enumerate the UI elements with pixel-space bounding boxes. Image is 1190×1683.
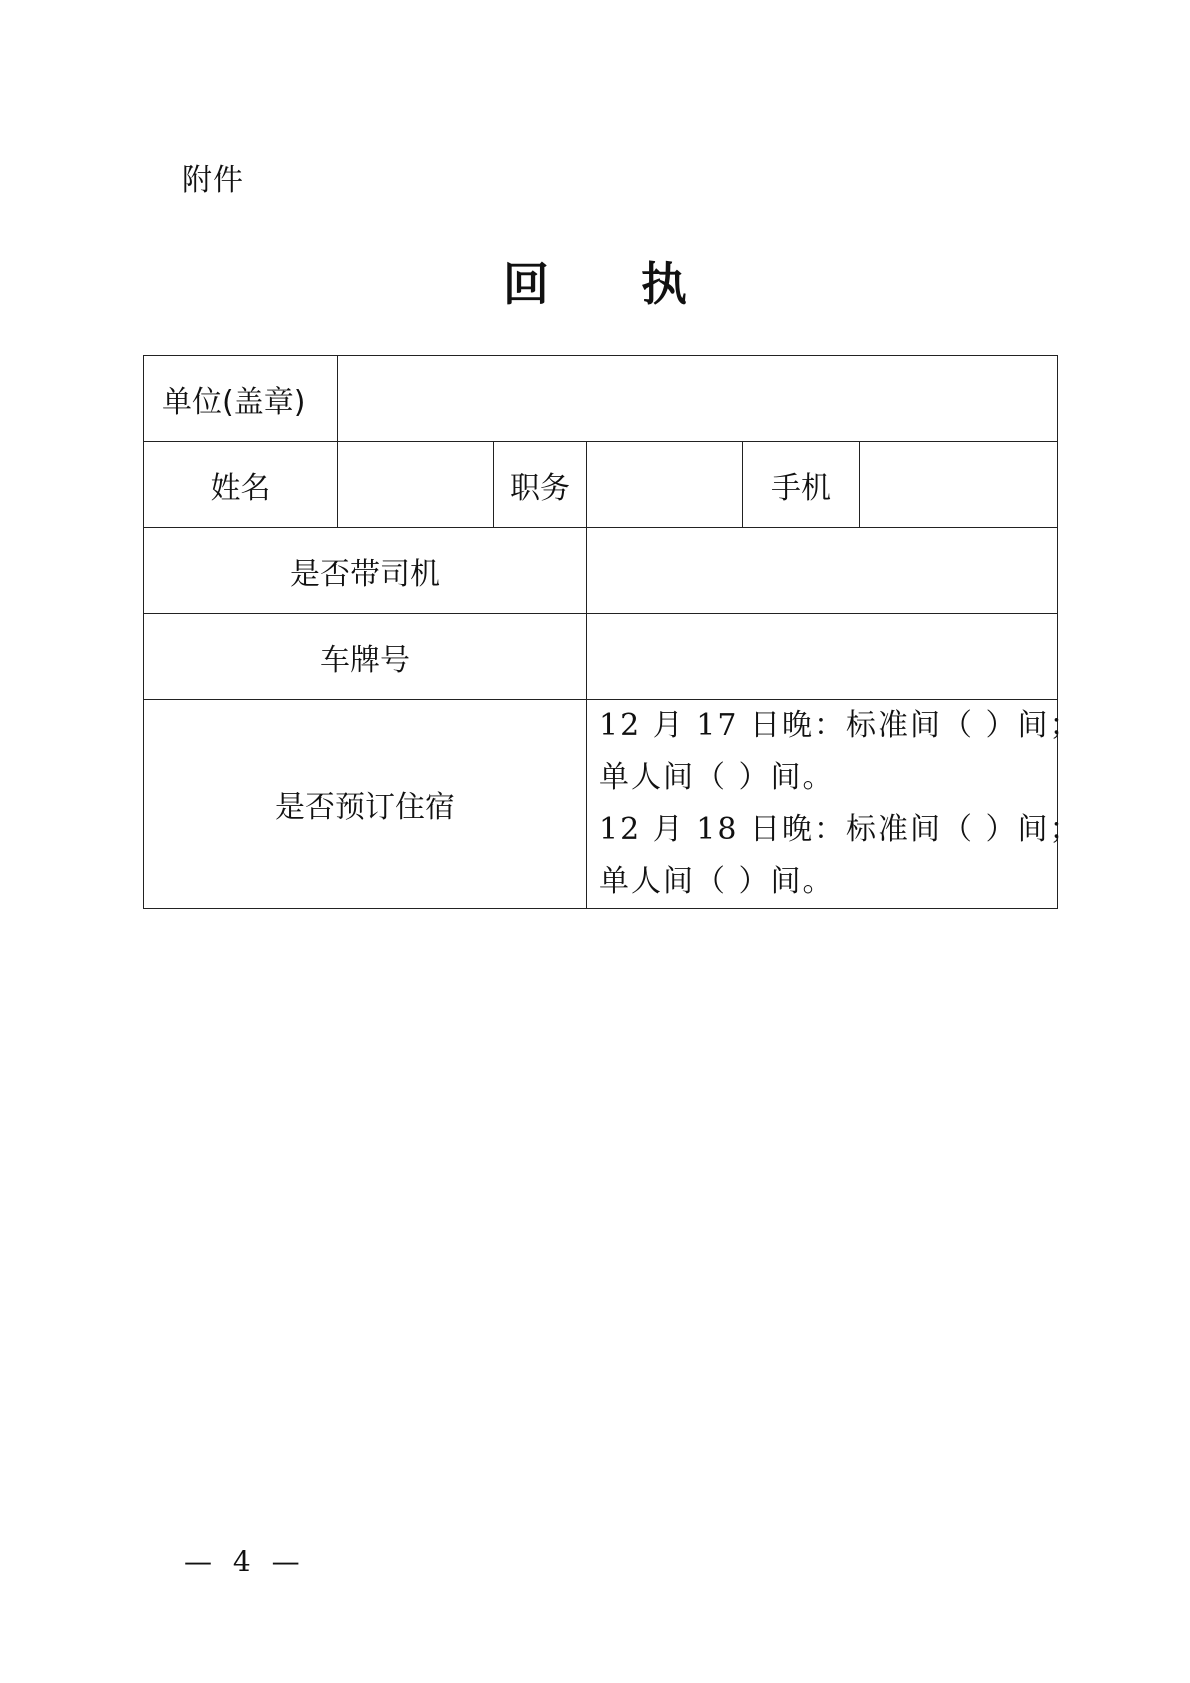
lodging-line: 12 月 18 日晚：标准间（ ）间； [599,812,1082,847]
phone-label: 手机 [743,442,860,528]
table-row [144,614,1058,700]
table-row [144,356,1058,442]
name-field[interactable] [338,442,494,528]
position-label: 职务 [494,442,587,528]
table-row [144,528,1058,614]
lodging-line: 单人间（ ）间。 [599,864,835,899]
lodging-options[interactable] [587,700,1082,909]
plate-field[interactable] [587,614,1058,700]
plate-label: 车牌号 [144,614,587,700]
driver-field[interactable] [587,528,1058,614]
position-field[interactable] [587,442,743,528]
receipt-form-table [143,355,1082,909]
lodging-line: 12 月 17 日晚：标准间（ ）间； [599,708,1082,743]
phone-field[interactable] [860,442,1058,528]
lodging-line: 单人间（ ）间。 [599,760,835,795]
name-label: 姓名 [144,442,338,528]
table-row [144,442,1058,528]
unit-field[interactable] [338,356,1058,442]
lodging-label: 是否预订住宿 [144,700,587,909]
table-row [144,700,1058,909]
unit-label: 单位(盖章) [144,356,338,442]
page-number: — 4 — [184,1545,306,1578]
attachment-label: 附件 [182,163,244,198]
page-title: 回 执 [502,257,725,311]
driver-label: 是否带司机 [144,528,587,614]
